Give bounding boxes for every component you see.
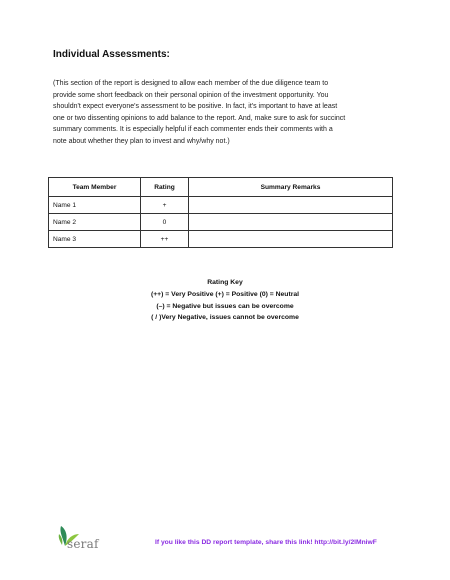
rating-key [0,277,450,324]
intro-line: provide some short feedback on their personal opinion of the investment opportunity. You [53,91,329,99]
remarks-cell[interactable] [189,231,393,248]
assessment-table [48,177,393,248]
table-row [49,231,393,248]
intro-line: summary comments. It is especially helpful if each commenter ends their comments with a [53,126,333,134]
intro-line: note about whether they plan to invest and why/why not.) [53,137,230,145]
table-header-row [49,178,393,197]
rating-cell: 0 [141,214,189,231]
rating-cell: ++ [141,231,189,248]
table-row [49,197,393,214]
section-heading: Individual Assessments: [53,49,170,60]
share-link[interactable]: If you like this DD report template, share this link! http://bit.ly/2lMniwF [155,539,377,546]
remarks-cell[interactable] [189,214,393,231]
header-rating: Rating [141,178,189,197]
rating-key-line: (++) = Very Positive (+) = Positive (0) = Neutral [150,290,300,298]
rating-cell: + [141,197,189,214]
intro-paragraph [53,78,398,148]
table-row [49,214,393,231]
header-summary-remarks: Summary Remarks [189,178,393,197]
rating-key-title: Rating Key [207,279,243,286]
team-member-cell: Name 3 [49,231,141,248]
intro-line: shouldn't expect everyone's assessment to be positive. In fact, it's important to have at least [53,103,338,111]
seraf-logo-text: seraf [67,537,99,551]
intro-line: (This section of the report is designed to allow each member of the due diligence team to [53,80,329,87]
intro-line: one or two dissenting opinions to add balance to the report. And, make sure to ask for succinct [53,114,346,122]
rating-key-line: ( / )Very Negative, issues cannot be overcome [151,314,299,322]
team-member-cell: Name 1 [49,197,141,214]
remarks-cell[interactable] [189,197,393,214]
header-team-member: Team Member [49,178,141,197]
team-member-cell: Name 2 [49,214,141,231]
rating-key-line: (–) = Negative but issues can be overcome [156,302,294,310]
